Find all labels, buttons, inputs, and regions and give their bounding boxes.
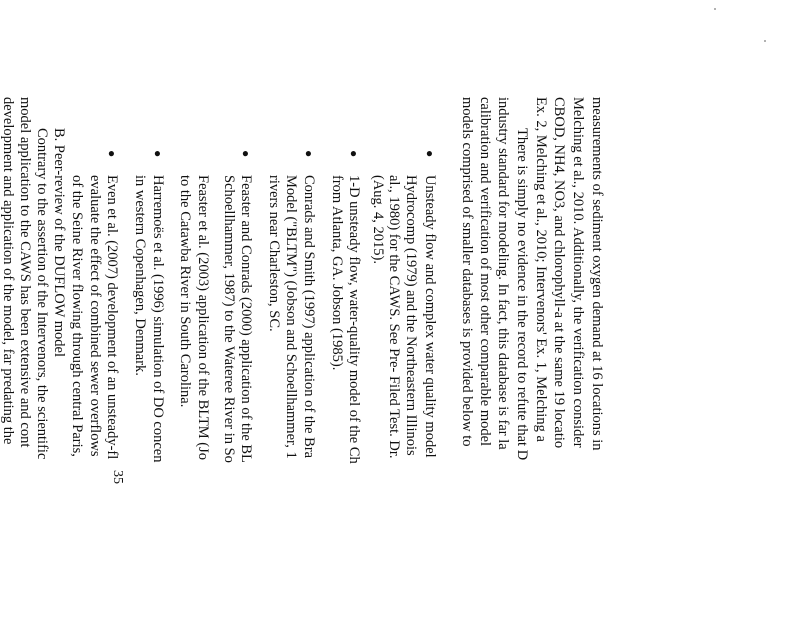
bullet-marker: ● [347,150,361,158]
bullet-line: Conrads and Smith (1997) application of the Bra [301,175,317,459]
bullet-line: Unsteady flow and complex water quality model [422,175,438,458]
bullet-line: to the Catawba River in South Carolina. [177,175,193,408]
text-line: models comprised of smaller databases is provided below to [459,97,475,447]
bullet-line: (Aug. 4, 2015). [370,175,386,265]
text-line: There is simply no evidence in the record to refute that D [514,128,530,461]
text-line: development and application of the model, far predating the [0,97,16,445]
scan-speck [714,8,716,10]
bullet-line: Even et al. (2007) development of an unsteady-fl [104,175,120,460]
bullet-line: of the Seine River flowing through central Paris, [69,175,85,457]
bullet-line: 1-D unsteady flow, water-quality model of the Ch [346,175,362,464]
text-line: Melching et al., 2010. Additionally, the verification consider [570,97,586,448]
bullet-marker: ● [423,150,437,158]
bullet-line: al., 1980) for the CAWS. See Pre- Filed Test. Dr. [386,175,402,459]
bullet-line: Harremoës et al. (1996) simulation of DO concen [150,175,166,463]
text-line: measurements of sediment oxygen demand at 16 locations in [589,97,605,451]
bullet-marker: ● [105,150,119,158]
bullet-line: Schoellhammer, 1987) to the Wateree River in So [221,175,237,463]
text-line: CBOD, NH4, NO3, and chlorophyll-a at the same 19 locatio [551,97,567,449]
bullet-line: rivers near Charleston, SC. [266,175,282,332]
page-number: 35 [110,470,125,484]
bullet-marker: ● [151,150,165,158]
scan-speck [764,40,766,42]
bullet-line: Hydrocomp (1979) and the Northeastern Illinois [403,175,419,456]
bullet-marker: ● [239,150,253,158]
text-line: industry standard for modeling. In fact, this database is far la [495,97,511,450]
bullet-line: Feaster et al. (2003) application of the BLTM (Jo [195,175,211,460]
text-line: model application to the CAWS has been extensive and cont [17,97,33,448]
bullet-line: evaluate the effect of combined sewer overflows [87,175,103,457]
text-line: Ex. 2, Melching et al., 2010; Intervenors' Ex. 1, Melching a [533,97,549,442]
text-line: Contrary to the assertion of the Intervenors, the scientific [34,128,50,460]
bullet-line: from Atlanta, GA. Jobson (1985). [329,175,345,371]
text-line: calibration and verification of most other comparable model [477,97,493,447]
bullet-line: in western Copenhagen, Denmark. [132,175,148,376]
bullet-marker: ● [302,150,316,158]
bullet-line: Feaster and Conrads (2000) application of the BL [238,175,254,463]
bullet-line: Model ("BLTM") (Jobson and Schoellhammer, 1 [283,175,299,459]
section-heading: B. Peer-review of the DUFLOW model [51,128,67,357]
